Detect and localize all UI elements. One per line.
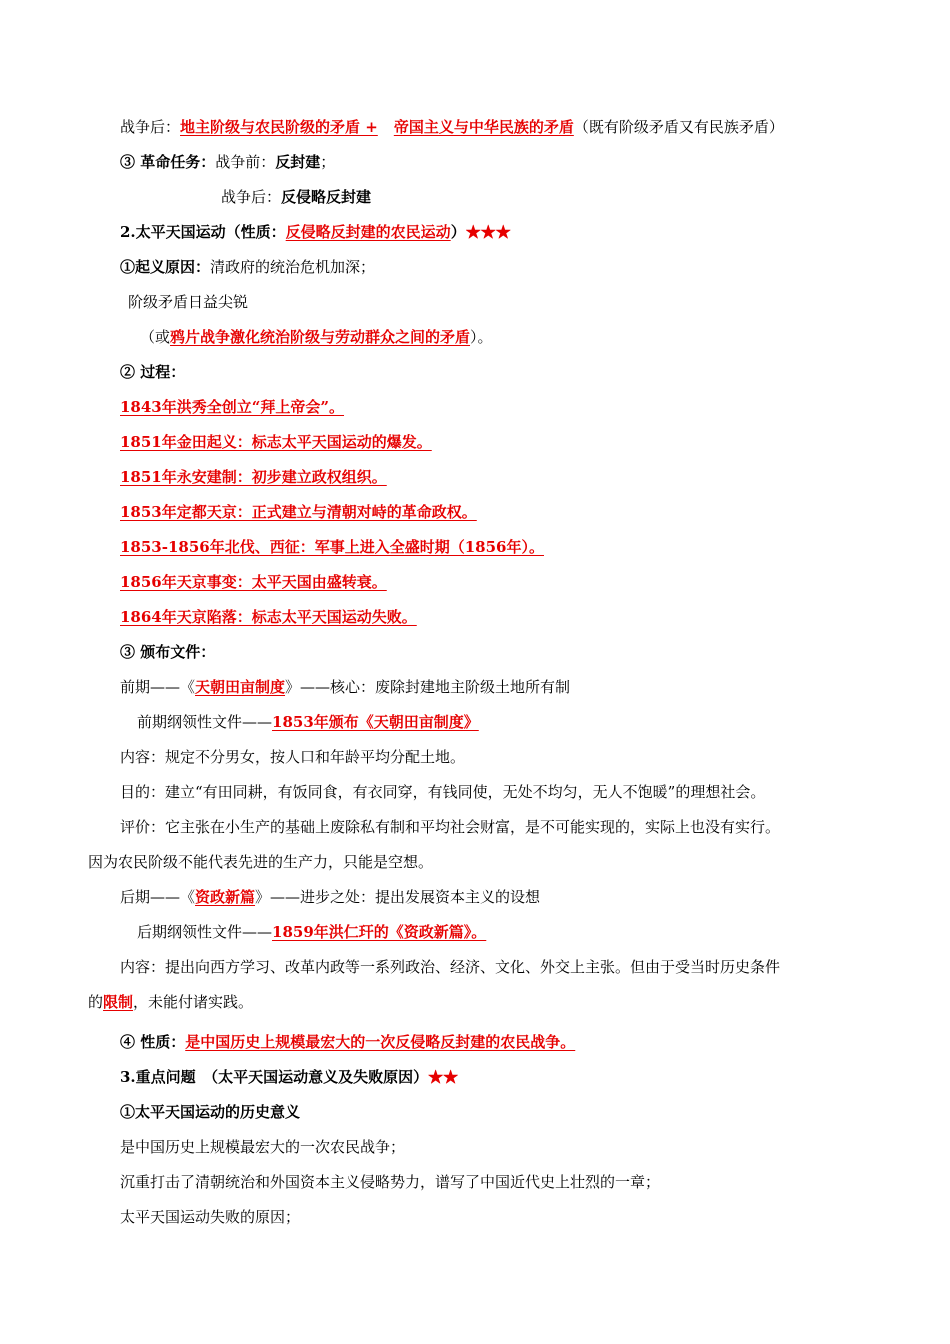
section-heading-documents: ③ 颁布文件： <box>120 643 216 661</box>
line-post-war-task: 战争后：反侵略反封建 <box>221 188 372 206</box>
line-failure-reasons: 太平天国运动失败的原因； <box>120 1208 301 1226</box>
event-item: 1851年永安建制：初步建立政权组织。 <box>120 468 387 486</box>
line-uprising-cause: ①起义原因：清政府的统治危机加深； <box>120 258 376 276</box>
line-late-content: 内容：提出向西方学习、改革内政等一系列政治、经济、文化、外交上主张。但由于受当时历史条件 <box>120 958 781 976</box>
highlight-class-contradiction: 地主阶级与农民阶级的矛盾 + <box>180 118 378 136</box>
event-item: 1853年定都天京：正式建立与清朝对峙的革命政权。 <box>120 503 477 521</box>
line-late-program: 后期纲领性文件——1859年洪仁玕的《资政新篇》。 <box>137 923 487 941</box>
line-early-program: 前期纲领性文件——1853年颁布《天朝田亩制度》 <box>137 713 479 731</box>
event-item: 1856年天京事变：太平天国由盛转衰。 <box>120 573 387 591</box>
line-significance-2: 沉重打击了清朝统治和外国资本主义侵略势力，谱写了中国近代史上壮烈的一章； <box>120 1173 661 1191</box>
section-heading-process: ② 过程： <box>120 363 186 381</box>
line-significance-1: 是中国历史上规模最宏大的一次农民战争； <box>120 1138 406 1156</box>
subheading-significance: ①太平天国运动的历史意义 <box>120 1103 301 1121</box>
highlight-national-contradiction: 帝国主义与中华民族的矛盾 <box>393 118 574 136</box>
importance-stars: ★★ <box>428 1068 459 1086</box>
event-item: 1864年天京陷落：标志太平天国运动失败。 <box>120 608 417 626</box>
line-early-document: 前期——《天朝田亩制度》——核心：废除封建地主阶级土地所有制 <box>120 678 571 696</box>
importance-stars: ★★★ <box>465 223 511 241</box>
line-early-purpose: 目的：建立“有田同耕，有饭同食，有衣同穿，有钱同使，无处不均匀，无人不饱暖”的理想社会。 <box>120 783 766 801</box>
line-early-evaluation-cont: 因为农民阶级不能代表先进的生产力，只能是空想。 <box>88 853 434 871</box>
section-heading-task: ③ 革命任务： <box>120 153 216 171</box>
section-taiping-title: 2.太平天国运动（性质：反侵略反封建的农民运动）★★★ <box>120 223 511 241</box>
section-key-issues: 3.重点问题 （太平天国运动意义及失败原因）★★ <box>120 1068 459 1086</box>
line-opium-war-cause: （或鸦片战争激化统治阶级与劳动群众之间的矛盾）。 <box>140 328 493 346</box>
line-post-war-contradictions: 战争后：地主阶级与农民阶级的矛盾 + 帝国主义与中华民族的矛盾（既有阶级矛盾又有民族矛盾） <box>120 118 784 136</box>
line-late-content-cont: 的限制，未能付诸实践。 <box>88 993 254 1011</box>
highlight-nature: 反侵略反封建的农民运动 <box>285 223 451 241</box>
line-nature: ④ 性质：是中国历史上规模最宏大的一次反侵略反封建的农民战争。 <box>120 1033 576 1051</box>
line-class-conflict: 阶级矛盾日益尖锐 <box>128 293 249 311</box>
line-late-document: 后期——《资政新篇》——进步之处：提出发展资本主义的设想 <box>120 888 541 906</box>
event-item: 1843年洪秀全创立“拜上帝会”。 <box>120 398 345 416</box>
event-item: 1851年金田起义：标志太平天国运动的爆发。 <box>120 433 432 451</box>
line-revolution-task: ③ 革命任务：战争前：反封建； <box>120 153 336 171</box>
line-early-evaluation: 评价：它主张在小生产的基础上废除私有制和平均社会财富，是不可能实现的，实际上也没有实行。 <box>120 818 781 836</box>
event-item: 1853-1856年北伐、西征：军事上进入全盛时期（1856年）。 <box>120 538 544 556</box>
line-early-content: 内容：规定不分男女，按人口和年龄平均分配土地。 <box>120 748 466 766</box>
highlight-opium-war: 鸦片战争激化统治阶级与劳动群众之间的矛盾 <box>170 328 471 346</box>
